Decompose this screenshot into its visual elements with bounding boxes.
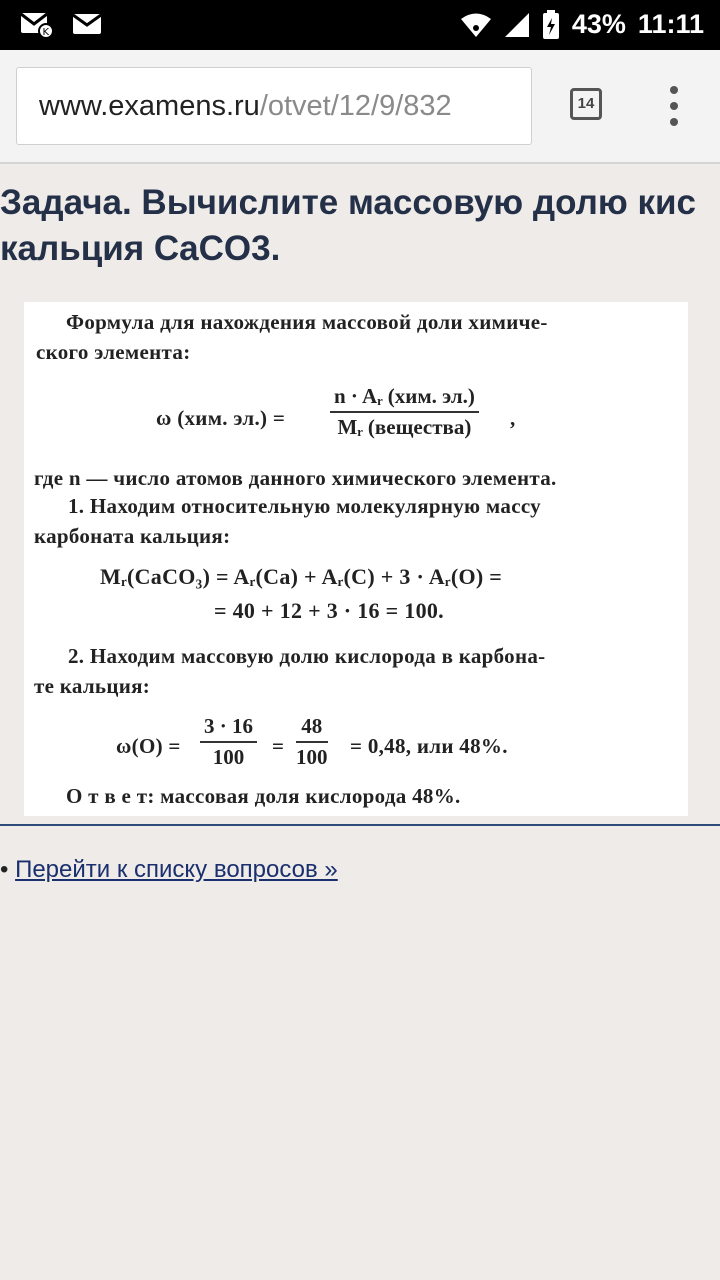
title-line-2: кальция CaCO3. (0, 229, 281, 268)
browser-toolbar (0, 50, 720, 164)
step-1-line-2: карбоната кальция: (34, 524, 231, 548)
omega-denominator-1: 100 (212, 745, 245, 769)
content-divider (0, 824, 720, 826)
molar-mass-equation-1: Mᵣ(CaCO₃) = Aᵣ(Ca) + Aᵣ(C) + 3 · Aᵣ(O) = (100, 564, 503, 589)
intro-line-2: ского элемента: (36, 340, 191, 364)
omega-numerator-2: 48 (296, 714, 328, 743)
omega-equals: = (272, 734, 285, 758)
omega-fraction-1 (200, 714, 257, 770)
formula-numerator: n · Aᵣ (хим. эл.) (330, 384, 479, 413)
molar-mass-equation-2: = 40 + 12 + 3 · 16 = 100. (214, 598, 444, 623)
omega-lhs: ω(O) = (116, 734, 181, 758)
formula-denominator: Mᵣ (вещества) (337, 415, 472, 439)
omega-result: = 0,48, или 48%. (350, 734, 508, 758)
formula-lhs: ω (хим. эл.) = (156, 406, 286, 430)
omega-denominator-2: 100 (296, 745, 328, 769)
tab-switcher-button[interactable] (570, 88, 602, 120)
formula-fraction (330, 384, 479, 440)
url-domain: www.examens.ru (39, 90, 260, 122)
clock: 11:11 (637, 9, 704, 39)
answer-text: О т в е т: массовая доля кислорода 48%. (66, 784, 461, 808)
omega-fraction-2 (296, 714, 328, 770)
tab-count: 14 (577, 95, 595, 112)
svg-text:K: K (42, 27, 50, 38)
nav-item (0, 856, 338, 884)
solution-image (24, 302, 688, 816)
mail-notification-icon (72, 12, 102, 36)
formula-tail: , (510, 406, 516, 430)
url-path: /otvet/12/9/832 (259, 90, 452, 122)
battery-percent: 43% (571, 9, 626, 39)
nav-bullet: • (0, 856, 9, 883)
signal-icon (504, 12, 530, 38)
back-to-questions-link[interactable]: Перейти к списку вопросов » (15, 856, 338, 883)
step-2-line-2: те кальция: (34, 674, 151, 698)
title-line-1: Задача. Вычислите массовую долю кис (0, 183, 696, 222)
status-bar (0, 0, 720, 50)
battery-icon (542, 10, 560, 40)
page-title (0, 180, 720, 272)
step-2-line-1: 2. Находим массовую долю кислорода в карбона- (68, 644, 546, 668)
where-text: где n — число атомов данного химического элемента. (34, 466, 557, 490)
overflow-menu-icon[interactable] (660, 86, 690, 126)
step-1-line-1: 1. Находим относительную молекулярную массу (68, 494, 541, 518)
intro-line-1: Формула для нахождения массовой доли химиче- (66, 310, 548, 334)
address-bar[interactable] (16, 67, 532, 145)
omega-numerator-1: 3 · 16 (200, 714, 257, 743)
wifi-icon (460, 12, 492, 38)
gmail-notification-icon (20, 10, 54, 38)
